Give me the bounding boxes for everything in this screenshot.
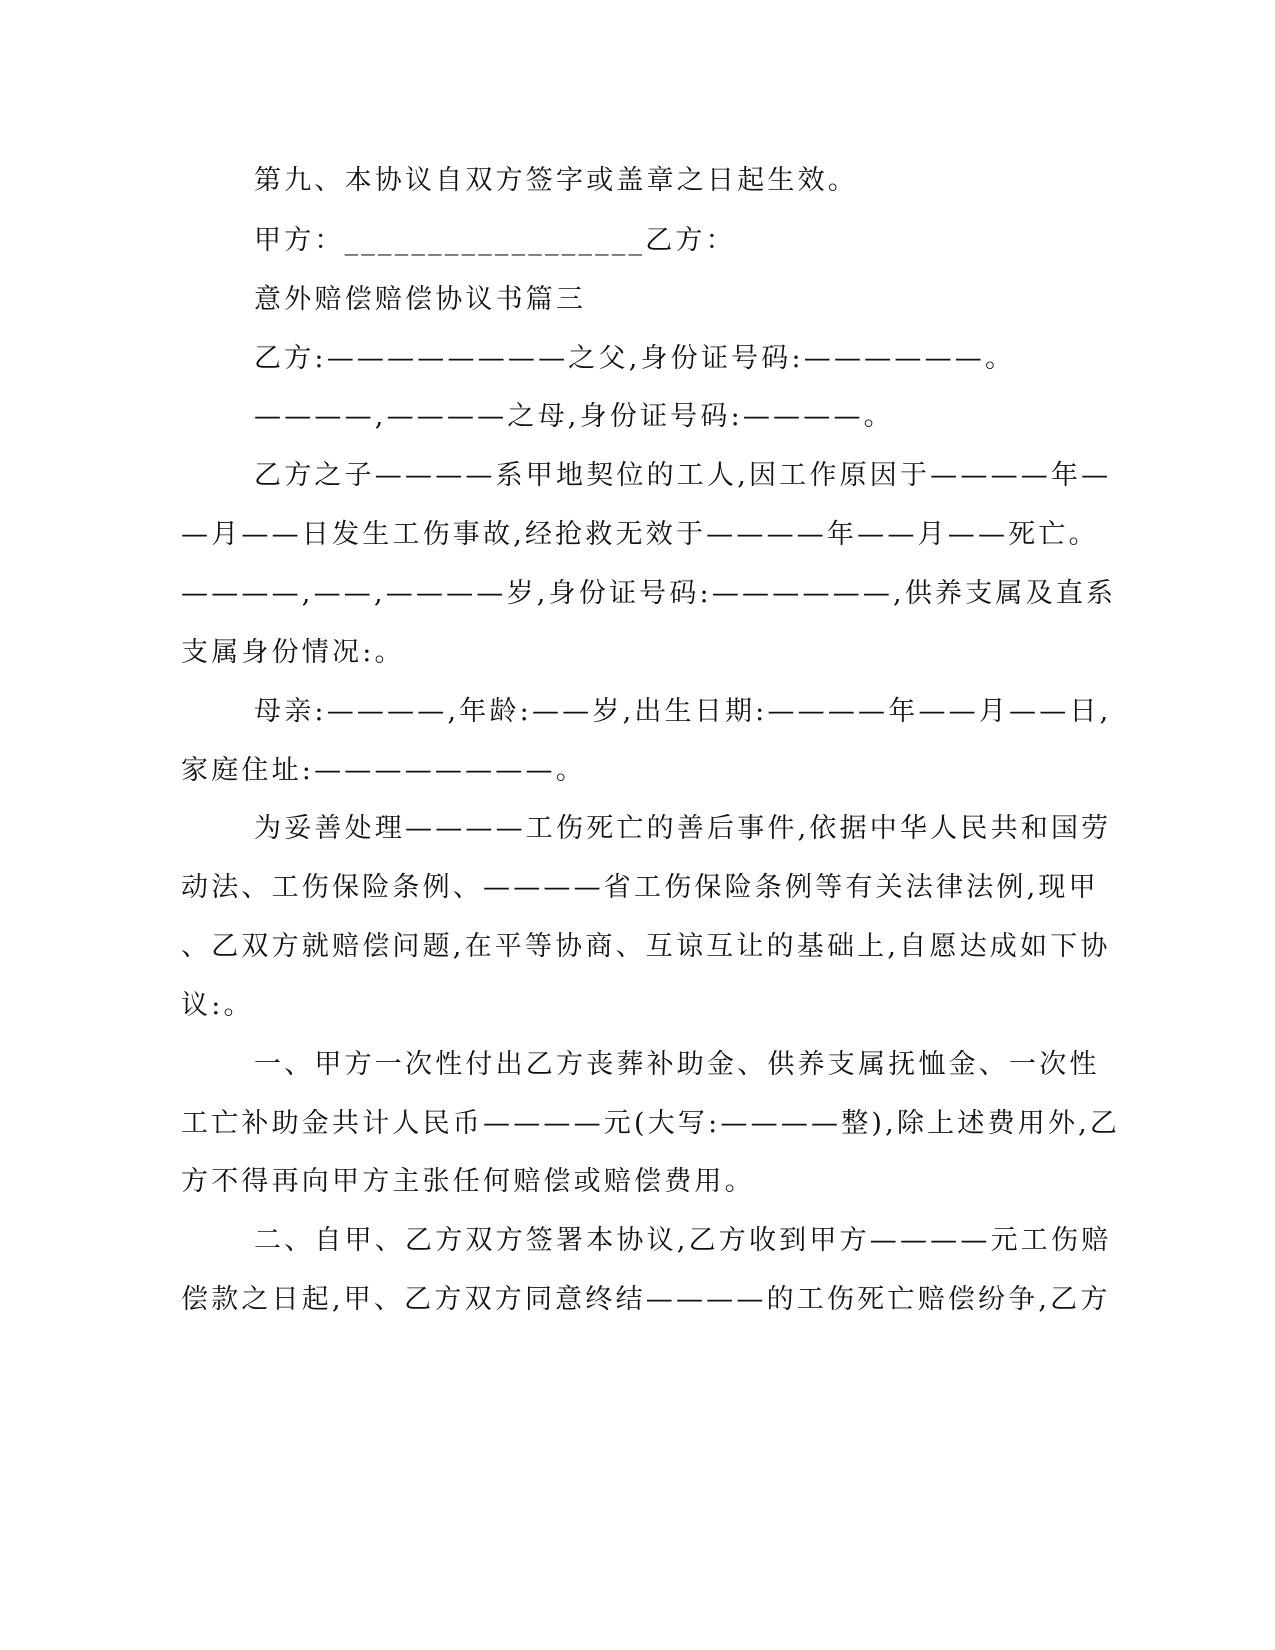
clause-two-line-2: 偿款之日起,甲、乙方双方同意终结————的工伤死亡赔偿纷争,乙方 [181, 1284, 1111, 1315]
paragraph-purpose-line-1: 为妥善处理————工伤死亡的善后事件,依据中华人民共和国劳 [254, 813, 1112, 844]
clause-one-line-1: 一、甲方一次性付出乙方丧葬补助金、供养支属抚恤金、一次性 [254, 1049, 1100, 1080]
paragraph-purpose-line-4: 议:。 [181, 990, 254, 1021]
clause-one-line-3: 方不得再向甲方主张任何赔偿或赔偿费用。 [181, 1166, 755, 1197]
paragraph-incident-line-4: 支属身份情况:。 [181, 637, 405, 668]
paragraph-purpose-line-2: 动法、工伤保险条例、————省工伤保险条例等有关法律法例,现甲 [181, 872, 1099, 903]
party-b-father-line: 乙方:————————之父,身份证号码:——————。 [254, 343, 1016, 374]
clause-two-line-1: 二、自甲、乙方双方签署本协议,乙方收到甲方————元工伤赔 [254, 1225, 1112, 1256]
party-b-mother-line: ————,————之母,身份证号码:————。 [254, 401, 894, 432]
paragraph-incident-line-2: —月——日发生工伤事故,经抢救无效于————年——月——死亡。 [181, 519, 1099, 550]
paragraph-mother-line-2: 家庭住址:————————。 [181, 755, 586, 786]
clause-nine-line: 第九、本协议自双方签字或盖章之日起生效。 [254, 165, 858, 196]
paragraph-incident-line-1: 乙方之子————系甲地契位的工人,因工作原因于————年— [254, 460, 1112, 491]
section-heading: 意外赔偿赔偿协议书篇三 [254, 284, 587, 315]
paragraph-mother-line-1: 母亲:————,年龄:——岁,出生日期:————年——月——日, [254, 696, 1112, 727]
clause-one-line-2: 工亡补助金共计人民币————元(大写:————整),除上述费用外,乙 [181, 1108, 1121, 1139]
party-a-signature-line: 甲方：__________________乙方： [254, 225, 736, 256]
paragraph-purpose-line-3: 、乙双方就赔偿问题,在平等协商、互谅互让的基础上,自愿达成如下协 [181, 931, 1111, 962]
paragraph-incident-line-3: ————,——,————岁,身份证号码:——————,供养支属及直系 [181, 578, 1117, 609]
